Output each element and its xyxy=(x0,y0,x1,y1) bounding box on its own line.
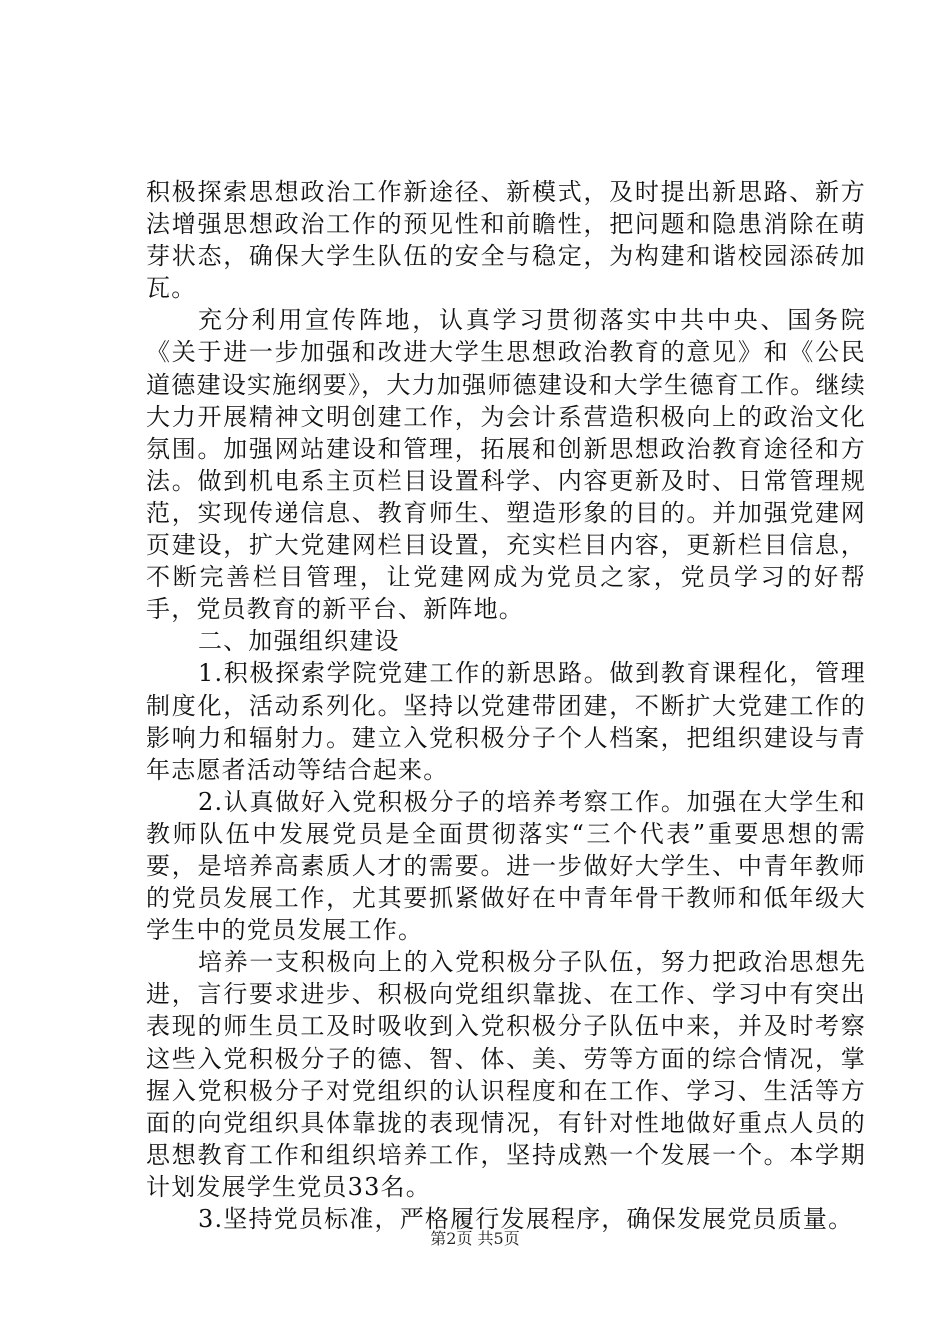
paragraph-3: 1.积极探索学院党建工作的新思路。做到教育课程化，管理制度化，活动系列化。坚持以党建带团建，不断扩大党建工作的影响力和辐射力。建立入党积极分子个人档案，把组织建设与青年志愿者活动等结合起来。 xyxy=(146,659,866,784)
paragraph-6: 3.坚持党员标准，严格履行发展程序，确保发展党员质量。 xyxy=(198,1205,854,1233)
section-heading: 二、加强组织建设 xyxy=(198,627,400,656)
paragraph-1: 积极探索思想政治工作新途径、新模式，及时提出新思路、新方法增强思想政治工作的预见性和前瞻性，把问题和隐患消除在萌芽状态，确保大学生队伍的安全与稳定，为构建和谐校园添砖加瓦。 xyxy=(146,178,866,303)
paragraph-5: 培养一支积极向上的入党积极分子队伍，努力把政治思想先进，言行要求进步、积极向党组织靠拢、在工作、学习中有突出表现的师生员工及时吸收到入党积极分子队伍中来，并及时考察这些入党积极分子的德、智、体、美、劳等方面的综合情况，掌握入党积极分子对党组织的认识程度和在工作、学习、生活等方面的向党组织具体靠拢的表现情况，有针对性地做好重点人员的思想教育工作和组织培养工作，坚持成熟一个发展一个。本学期计划发展学生党员33名。 xyxy=(146,948,866,1201)
paragraph-2: 充分利用宣传阵地，认真学习贯彻落实中共中央、国务院《关于进一步加强和改进大学生思想政治教育的意见》和《公民道德建设实施纲要》，大力加强师德建设和大学生德育工作。继续大力开展精神文明创建工作，为会计系营造积极向上的政治文化氛围。加强网站建设和管理，拓展和创新思想政治教育途径和方法。做到机电系主页栏目设置科学、内容更新及时、日常管理规范，实现传递信息、教育师生、塑造形象的目的。并加强党建网页建设，扩大党建网栏目设置，充实栏目内容，更新栏目信息，不断完善栏目管理，让党建网成为党员之家，党员学习的好帮手，党员教育的新平台、新阵地。 xyxy=(146,306,866,624)
paragraph-4: 2.认真做好入党积极分子的培养考察工作。加强在大学生和教师队伍中发展党员是全面贯彻落实“三个代表”重要思想的需要，是培养高素质人才的需要。进一步做好大学生、中青年教师的党员发展工作，尤其要抓紧做好在中青年骨干教师和低年级大学生中的党员发展工作。 xyxy=(146,787,866,945)
page-footer: 第2页 共5页 xyxy=(430,1229,520,1248)
document-body xyxy=(146,176,866,1235)
